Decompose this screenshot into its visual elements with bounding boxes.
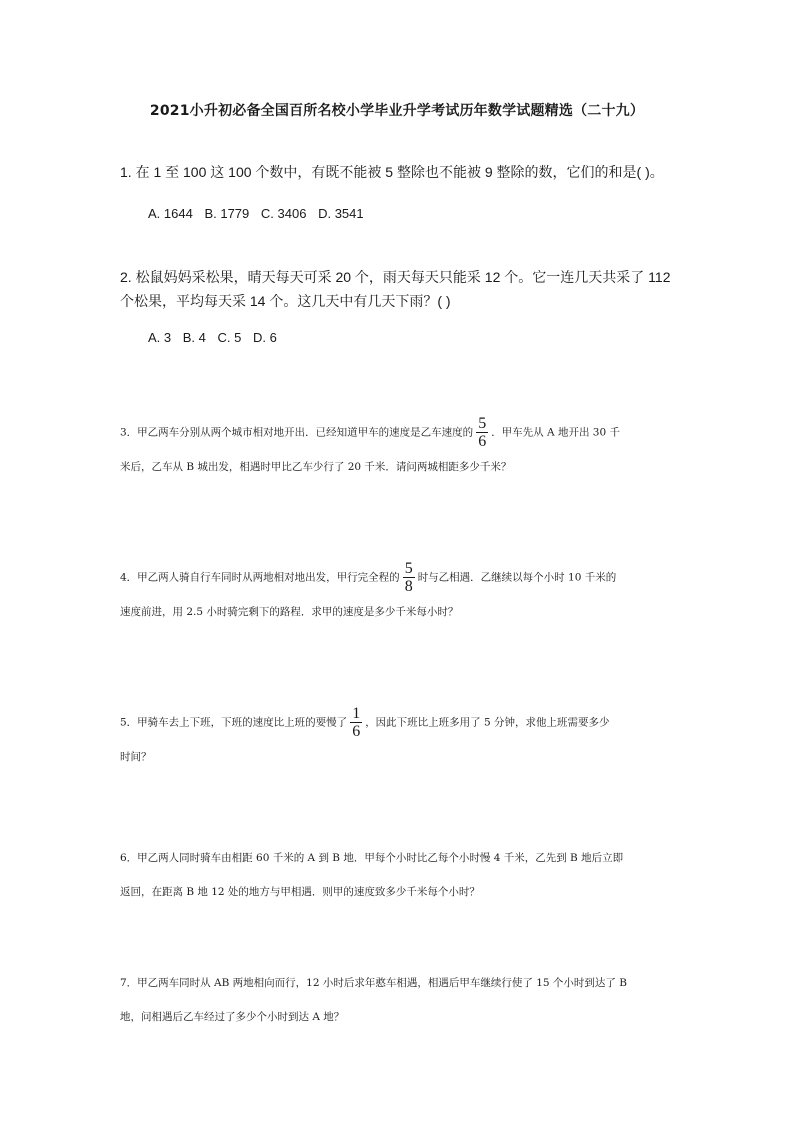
question-5 xyxy=(120,705,680,774)
option-c: C. 3406 xyxy=(260,206,307,221)
option-a: A. 3 xyxy=(148,330,172,345)
question-3-line-2: 米后，乙车从 B 城出发，相遇时甲比乙车少行了 20 千米．请问两城相距多少千米？ xyxy=(120,461,512,473)
question-2-options xyxy=(148,330,285,345)
option-b: B. 1779 xyxy=(204,206,250,221)
question-5-line-2: 时间？ xyxy=(120,751,152,763)
question-6-line-2: 返回，在距离 B 地 12 处的地方与甲相遇．则甲的速度致多少千米每个小时？ xyxy=(120,886,480,898)
option-d: D. 3541 xyxy=(318,206,364,221)
question-5-line-1: 5．甲骑车去上下班，下班的速度比上班的要慢了 $\frac{1}{6}$ ，因此下班比上班多用了 5 分钟，求他上班需要多少 xyxy=(120,705,610,740)
question-2-line-2: 个松果，平均每天采 14 个。这几天中有几天下雨？( ) xyxy=(120,293,451,309)
option-a: A. 1644 xyxy=(148,206,193,221)
question-1-options xyxy=(148,206,372,221)
question-4-line-1: 4．甲乙两人骑自行车同时从两地相对地出发，甲行完全程的 $\frac{5}{8}$ 时与乙相遇．乙继续以每个小时 10 千米的 xyxy=(120,560,617,595)
question-4-line-2: 速度前进，用 2.5 小时骑完剩下的路程．求甲的速度是多少千米每小时？ xyxy=(120,606,459,618)
option-d: D. 6 xyxy=(252,330,277,345)
question-6 xyxy=(120,841,680,909)
question-3-line-1: 3．甲乙两车分别从两个城市相对地开出．已经知道甲车的速度是乙车速度的 $\frac{5}{6}$ ．甲车先从 A 地开出 30 千 xyxy=(120,415,620,450)
fraction: $\frac{1}{6}$ xyxy=(352,705,361,740)
question-7-line-1: 7．甲乙两车同时从 AB 两地相向而行，12 小时后求年憨车相遇，相遇后甲车继续行使了 15 个小时到达了 B xyxy=(120,977,627,989)
question-7 xyxy=(120,966,680,1034)
fraction: $\frac{5}{8}$ xyxy=(404,560,413,595)
option-c: C. 5 xyxy=(217,330,242,345)
question-2 xyxy=(120,265,680,313)
question-3 xyxy=(120,415,680,484)
question-7-line-2: 地，问相遇后乙车经过了多少个小时到达 A 地？ xyxy=(120,1011,345,1023)
option-b: B. 4 xyxy=(182,330,206,345)
page-title: 2021小升初必备全国百所名校小学毕业升学考试历年数学试题精选（二十九） xyxy=(149,103,645,119)
fraction: $\frac{5}{6}$ xyxy=(478,415,487,450)
question-1: 1. 在 1 至 100 这 100 个数中，有既不能被 5 整除也不能被 9 整除的数，它们的和是( )。 xyxy=(120,164,664,180)
question-2-line-1: 2. 松鼠妈妈采松果，晴天每天可采 20 个，雨天每天只能采 12 个。它一连几天共采了 112 xyxy=(120,269,671,285)
question-6-line-1: 6．甲乙两人同时骑车由相距 60 千米的 A 到 B 地．甲每个小时比乙每个小时慢 4 千米，乙先到 B 地后立即 xyxy=(120,852,624,864)
question-4 xyxy=(120,560,680,629)
